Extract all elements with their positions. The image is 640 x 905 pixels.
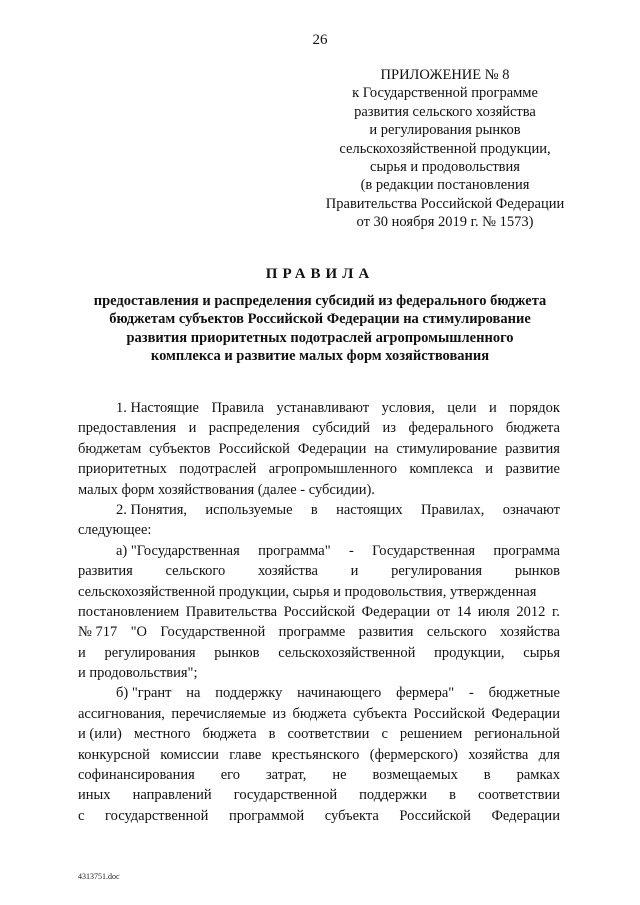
body-word: рамках	[516, 767, 560, 784]
appendix-line: и регулирования рынков	[369, 122, 521, 139]
body-line	[78, 724, 560, 744]
body-word: постановлением	[78, 603, 180, 620]
body-word: рынков	[214, 644, 260, 661]
body-word: субъекта	[324, 807, 379, 824]
body-word: его	[220, 767, 240, 784]
body-word: и	[489, 400, 497, 416]
body-word: агропромышленного	[268, 461, 397, 478]
body-line: и продовольствия";	[78, 665, 198, 682]
body-word: из	[382, 420, 397, 437]
body-word: главе	[229, 746, 262, 763]
body-word: бюджета	[505, 420, 560, 437]
body-line: малых форм хозяйствования (далее - субсидии).	[78, 481, 375, 498]
body-word: подотраслей	[179, 461, 257, 478]
body-line	[78, 418, 560, 438]
appendix-line: развития сельского хозяйства	[354, 103, 536, 120]
body-word: Правительства	[185, 603, 278, 620]
body-word: "О	[130, 624, 147, 641]
body-word: хозяйства	[468, 746, 529, 763]
body-word: в	[449, 787, 456, 804]
body-word: используемые	[205, 501, 293, 518]
footer-doc-id: 4313751.doc	[78, 872, 120, 881]
body-line	[78, 602, 560, 622]
body-word: сельскохозяйственной	[278, 644, 416, 661]
body-line	[78, 806, 560, 826]
body-word: и	[78, 644, 86, 661]
appendix-line: Правительства Российской Федерации	[325, 195, 565, 212]
body-word: бюджетные	[488, 685, 560, 702]
body-word: Российской	[413, 705, 486, 722]
body-word: и	[485, 461, 494, 478]
body-word: соответствии	[287, 726, 370, 743]
body-word: 2012	[516, 603, 546, 620]
body-line	[78, 561, 560, 581]
body-word: с	[381, 726, 388, 743]
body-word: Правила	[211, 400, 264, 416]
body-line	[78, 541, 560, 561]
body-word: из	[272, 705, 287, 722]
body-word: 2. Понятия,	[116, 501, 188, 518]
appendix-line: от 30 ноября 2019 г. № 1573)	[356, 214, 534, 231]
body-line	[78, 745, 560, 765]
body-word: перечисляемые	[171, 705, 267, 722]
body-line	[78, 459, 560, 479]
body-word: продукции,	[434, 644, 505, 661]
body-word: конкурсной	[78, 746, 150, 763]
body-word: в	[268, 726, 276, 743]
body-line	[78, 439, 560, 459]
body-word: Правилах,	[421, 501, 485, 518]
body-word: № 717	[78, 624, 118, 641]
body-word: сельского	[426, 624, 487, 641]
body-word: июля	[477, 603, 510, 620]
body-word: означают	[502, 501, 560, 518]
body-word: бюджетам	[78, 440, 142, 457]
body-word: субъектов	[149, 440, 211, 457]
body-line	[78, 643, 560, 663]
body-word: соответствии	[478, 787, 560, 804]
appendix-line: к Государственной программе	[352, 85, 538, 102]
body-line	[78, 683, 560, 703]
body-word: ассигнования,	[78, 705, 165, 722]
body-word: Государственная	[372, 542, 476, 559]
body-word: развитие	[505, 461, 560, 478]
body-word: развития	[78, 563, 133, 580]
body-word: программе	[278, 624, 346, 641]
body-word: Федерации	[491, 705, 560, 722]
body-word: не	[332, 767, 347, 784]
body-word: б) "грант	[116, 685, 172, 702]
body-word: для	[538, 746, 560, 763]
body-word: софинансирования	[78, 767, 195, 784]
body-word: развития	[358, 624, 414, 641]
body-word: г.	[551, 603, 560, 620]
body-word: и	[188, 420, 197, 437]
body-word: бюджета	[292, 705, 347, 722]
body-word: поддержку	[215, 685, 283, 702]
body-word: решением	[399, 726, 463, 743]
body-word: крестьянского	[271, 746, 360, 763]
body-word: Федерации	[297, 440, 367, 457]
body-word: Федерации	[361, 603, 431, 620]
body-word: на	[374, 440, 389, 457]
body-word: начинающего	[297, 685, 382, 702]
body-word: сырья	[523, 644, 560, 661]
body-line	[78, 500, 560, 520]
body-word: фермера"	[396, 685, 455, 702]
body-word: цели	[447, 400, 477, 416]
body-text	[78, 398, 560, 826]
rules-heading: ПРАВИЛА	[265, 266, 375, 282]
body-word: хозяйства	[499, 624, 560, 641]
body-word: направлений	[132, 787, 212, 804]
body-word: иных	[78, 787, 111, 804]
body-word: с	[78, 807, 85, 824]
body-word: хозяйства	[257, 563, 318, 580]
body-word: бюджета	[202, 726, 257, 743]
body-word: Российской	[218, 440, 290, 457]
body-word: -	[348, 542, 354, 559]
body-line: следующее:	[78, 522, 152, 539]
rules-subtitle	[60, 292, 580, 365]
body-line	[78, 704, 560, 724]
body-word: Российской	[283, 603, 356, 620]
body-word: условия,	[381, 400, 435, 416]
body-word: Федерации	[491, 807, 560, 824]
body-word: -	[468, 685, 474, 702]
body-word: 14	[456, 603, 472, 620]
body-word: распределения	[208, 420, 300, 437]
body-word: федерального	[408, 420, 494, 437]
body-word: рынков	[514, 563, 560, 580]
body-word: и (или)	[78, 726, 122, 743]
body-word: комиссии	[160, 746, 219, 763]
appendix-block	[300, 66, 590, 232]
body-word: стимулирование	[396, 440, 498, 457]
page-number: 26	[312, 32, 328, 48]
body-word: возмещаемых	[372, 767, 458, 784]
body-word: (фермерского)	[369, 746, 458, 763]
body-word: приоритетных	[78, 461, 167, 478]
appendix-line: сельскохозяйственной продукции,	[339, 140, 551, 157]
body-word: регулирования	[391, 563, 483, 580]
body-word: местного	[133, 726, 191, 743]
body-word: региональной	[474, 726, 560, 743]
body-line: сельскохозяйственной продукции, сырья и продовольствия, утвержденная	[78, 583, 537, 600]
appendix-line: ПРИЛОЖЕНИЕ № 8	[380, 67, 510, 83]
body-word: устанавливают	[276, 400, 370, 416]
body-word: поддержки	[359, 787, 428, 804]
body-word: порядок	[509, 400, 560, 416]
body-line	[78, 622, 560, 642]
body-word: программа"	[258, 542, 331, 559]
body-word: затрат,	[265, 767, 307, 784]
body-word: а) "Государственная	[116, 542, 240, 559]
body-line	[78, 765, 560, 785]
body-word: в	[310, 501, 318, 518]
body-word: в	[483, 767, 491, 784]
body-word: от	[436, 603, 451, 620]
body-word: государственной	[105, 807, 209, 824]
rules-subtitle-line: комплекса и развитие малых форм хозяйствования	[150, 347, 490, 364]
body-word: программа	[493, 542, 560, 559]
rules-subtitle-line: бюджетам субъектов Российской Федерации на стимулирование	[109, 311, 531, 328]
body-word: и	[350, 563, 359, 580]
body-word: программой	[228, 807, 305, 824]
body-word: комплекса	[409, 461, 473, 478]
body-word: на	[186, 685, 201, 702]
body-line	[78, 785, 560, 805]
rules-subtitle-line: развития приоритетных подотраслей агропромышленного	[126, 329, 514, 346]
body-word: Российской	[399, 807, 471, 824]
body-word: настоящих	[336, 501, 403, 518]
appendix-line: сырья и продовольствия	[370, 159, 520, 176]
body-word: предоставления	[78, 420, 177, 437]
body-word: субъекта	[353, 705, 408, 722]
body-word: развития	[505, 440, 560, 457]
body-word: регулирования	[104, 644, 196, 661]
body-word: Государственной	[160, 624, 266, 641]
rules-subtitle-line: предоставления и распределения субсидий из федерального бюджета	[93, 293, 547, 309]
appendix-line: (в редакции постановления	[360, 177, 530, 194]
body-word: субсидий	[312, 420, 371, 437]
body-line	[78, 398, 560, 418]
body-word: государственной	[233, 787, 338, 804]
body-word: 1. Настоящие	[116, 400, 199, 416]
body-word: сельского	[165, 563, 226, 580]
